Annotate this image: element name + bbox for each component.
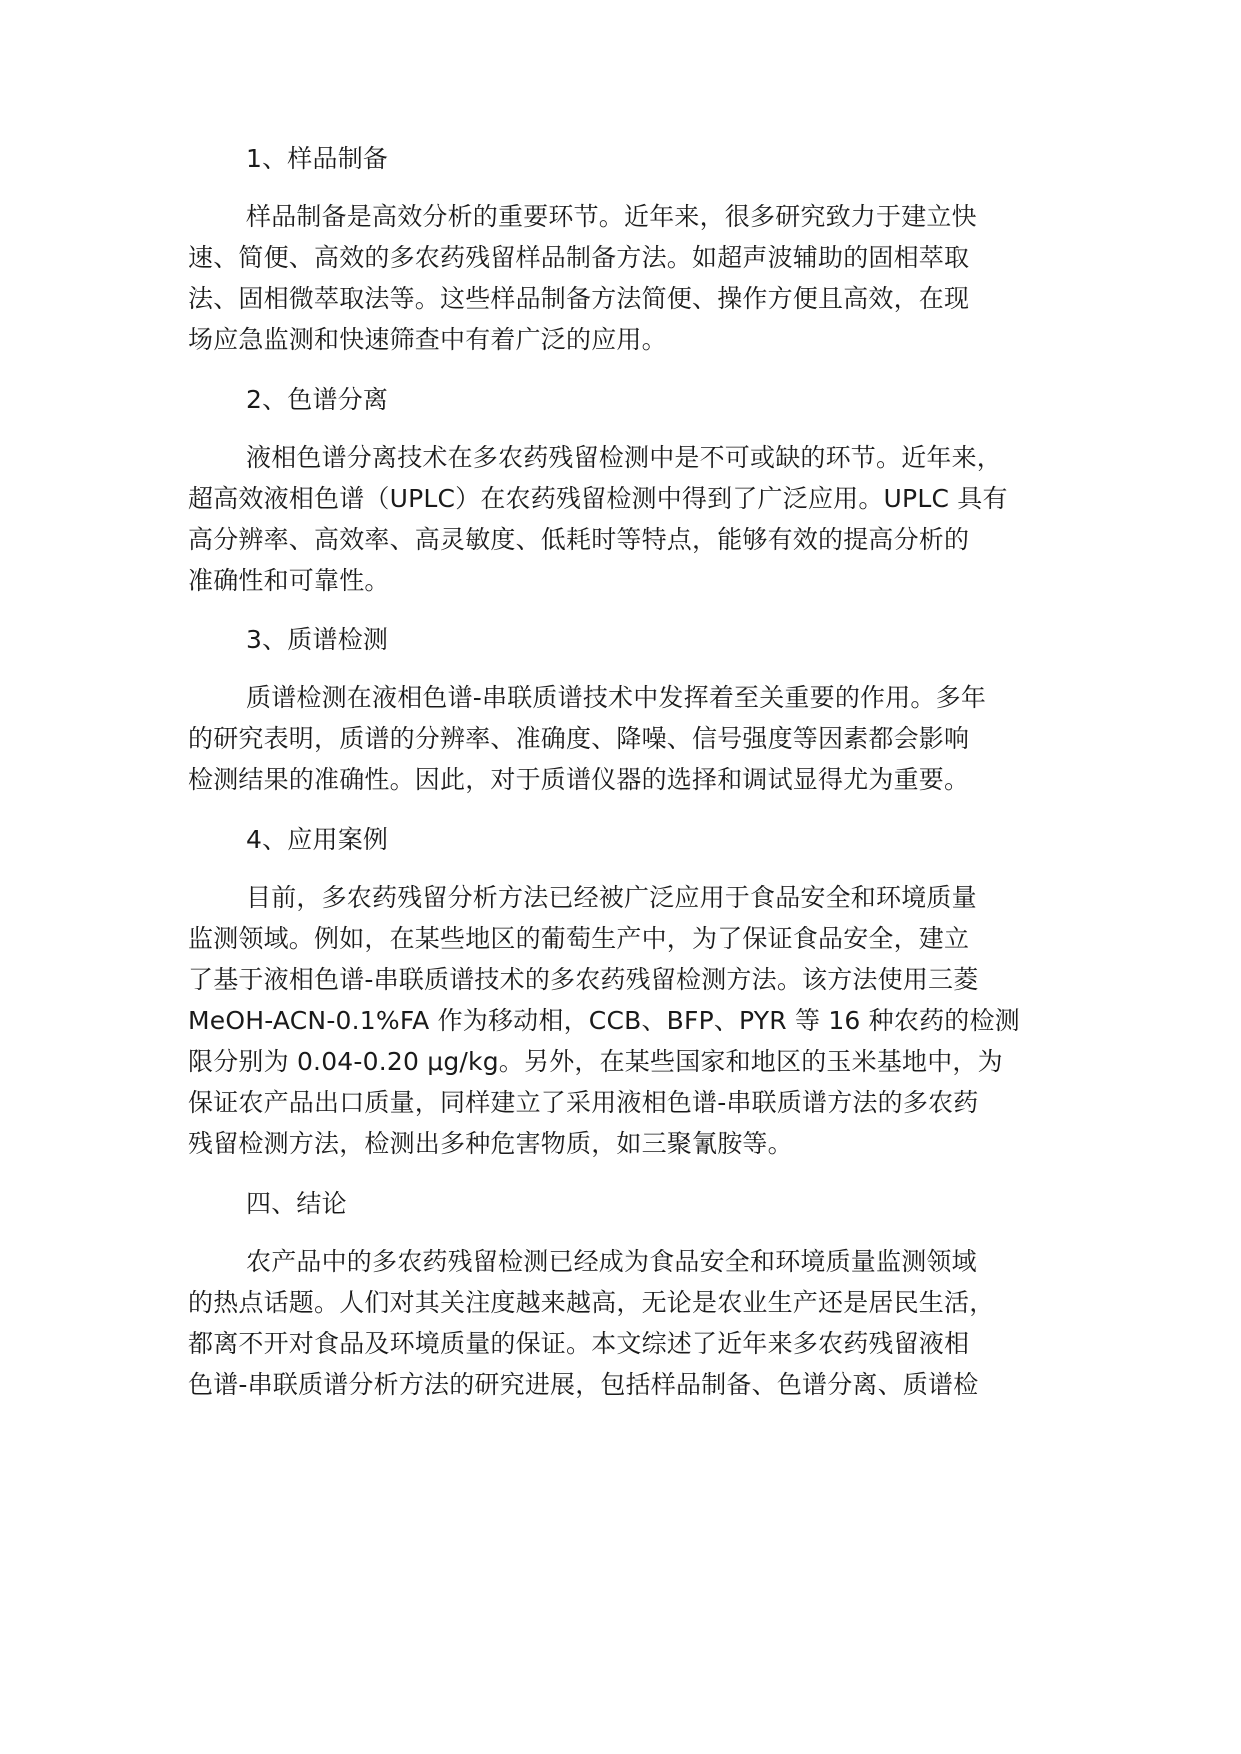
paragraph-mass-spectrometry	[188, 677, 1088, 800]
paragraph-line: 限分别为 0.04-0.20 μg/kg。另外，在某些国家和地区的玉米基地中，为	[188, 1047, 1003, 1076]
paragraph-application-cases	[188, 877, 1088, 1164]
paragraph-line: 场应急监测和快速筛查中有着广泛的应用。	[188, 325, 667, 354]
section-mass-spectrometry	[188, 619, 1088, 660]
paragraph-line: 样品制备是高效分析的重要环节。近年来，很多研究致力于建立快	[246, 202, 977, 231]
section-application-cases	[188, 819, 1088, 860]
paragraph-line: 农产品中的多农药残留检测已经成为食品安全和环境质量监测领域	[246, 1247, 977, 1276]
paragraph-line: MeOH-ACN-0.1%FA 作为移动相，CCB、BFP、PYR 等 16 种农药的检测	[188, 1006, 1020, 1035]
paragraph-line: 残留检测方法，检测出多种危害物质，如三聚氰胺等。	[188, 1129, 793, 1158]
paragraph-chromatography	[188, 437, 1088, 601]
paragraph-line: 速、简便、高效的多农药残留样品制备方法。如超声波辅助的固相萃取	[188, 243, 970, 272]
paragraph-line: 监测领域。例如，在某些地区的葡萄生产中，为了保证食品安全，建立	[188, 924, 970, 953]
section-conclusion	[188, 1183, 1088, 1224]
paragraph-line: 目前，多农药残留分析方法已经被广泛应用于食品安全和环境质量	[246, 883, 977, 912]
paragraph-line: 的研究表明，质谱的分辨率、准确度、降噪、信号强度等因素都会影响	[188, 724, 970, 753]
paragraph-line: 保证农产品出口质量，同样建立了采用液相色谱-串联质谱方法的多农药	[188, 1088, 979, 1117]
section-chromatography	[188, 379, 1088, 420]
paragraph-sample-preparation	[188, 196, 1088, 360]
section-heading: 4、应用案例	[246, 825, 389, 854]
section-heading: 3、质谱检测	[246, 625, 389, 654]
paragraph-line: 色谱-串联质谱分析方法的研究进展，包括样品制备、色谱分离、质谱检	[188, 1370, 979, 1399]
paragraph-line: 液相色谱分离技术在多农药残留检测中是不可或缺的环节。近年来，	[246, 443, 1003, 472]
paragraph-conclusion	[188, 1241, 1088, 1405]
paragraph-line: 高分辨率、高效率、高灵敏度、低耗时等特点，能够有效的提高分析的	[188, 525, 970, 554]
paragraph-line: 法、固相微萃取法等。这些样品制备方法简便、操作方便且高效，在现	[188, 284, 970, 313]
paragraph-line: 超高效液相色谱（UPLC）在农药残留检测中得到了广泛应用。UPLC 具有	[188, 484, 1008, 513]
section-sample-preparation	[188, 138, 1088, 179]
paragraph-line: 准确性和可靠性。	[188, 566, 390, 595]
section-heading: 2、色谱分离	[246, 385, 389, 414]
paragraph-line: 质谱检测在液相色谱-串联质谱技术中发挥着至关重要的作用。多年	[246, 683, 987, 712]
section-heading: 四、结论	[246, 1189, 347, 1218]
paragraph-line: 的热点话题。人们对其关注度越来越高，无论是农业生产还是居民生活，	[188, 1288, 995, 1317]
paragraph-line: 都离不开对食品及环境质量的保证。本文综述了近年来多农药残留液相	[188, 1329, 970, 1358]
paragraph-line: 了基于液相色谱-串联质谱技术的多农药残留检测方法。该方法使用三菱	[188, 965, 979, 994]
paragraph-line: 检测结果的准确性。因此，对于质谱仪器的选择和调试显得尤为重要。	[188, 765, 970, 794]
section-heading: 1、样品制备	[246, 144, 389, 173]
